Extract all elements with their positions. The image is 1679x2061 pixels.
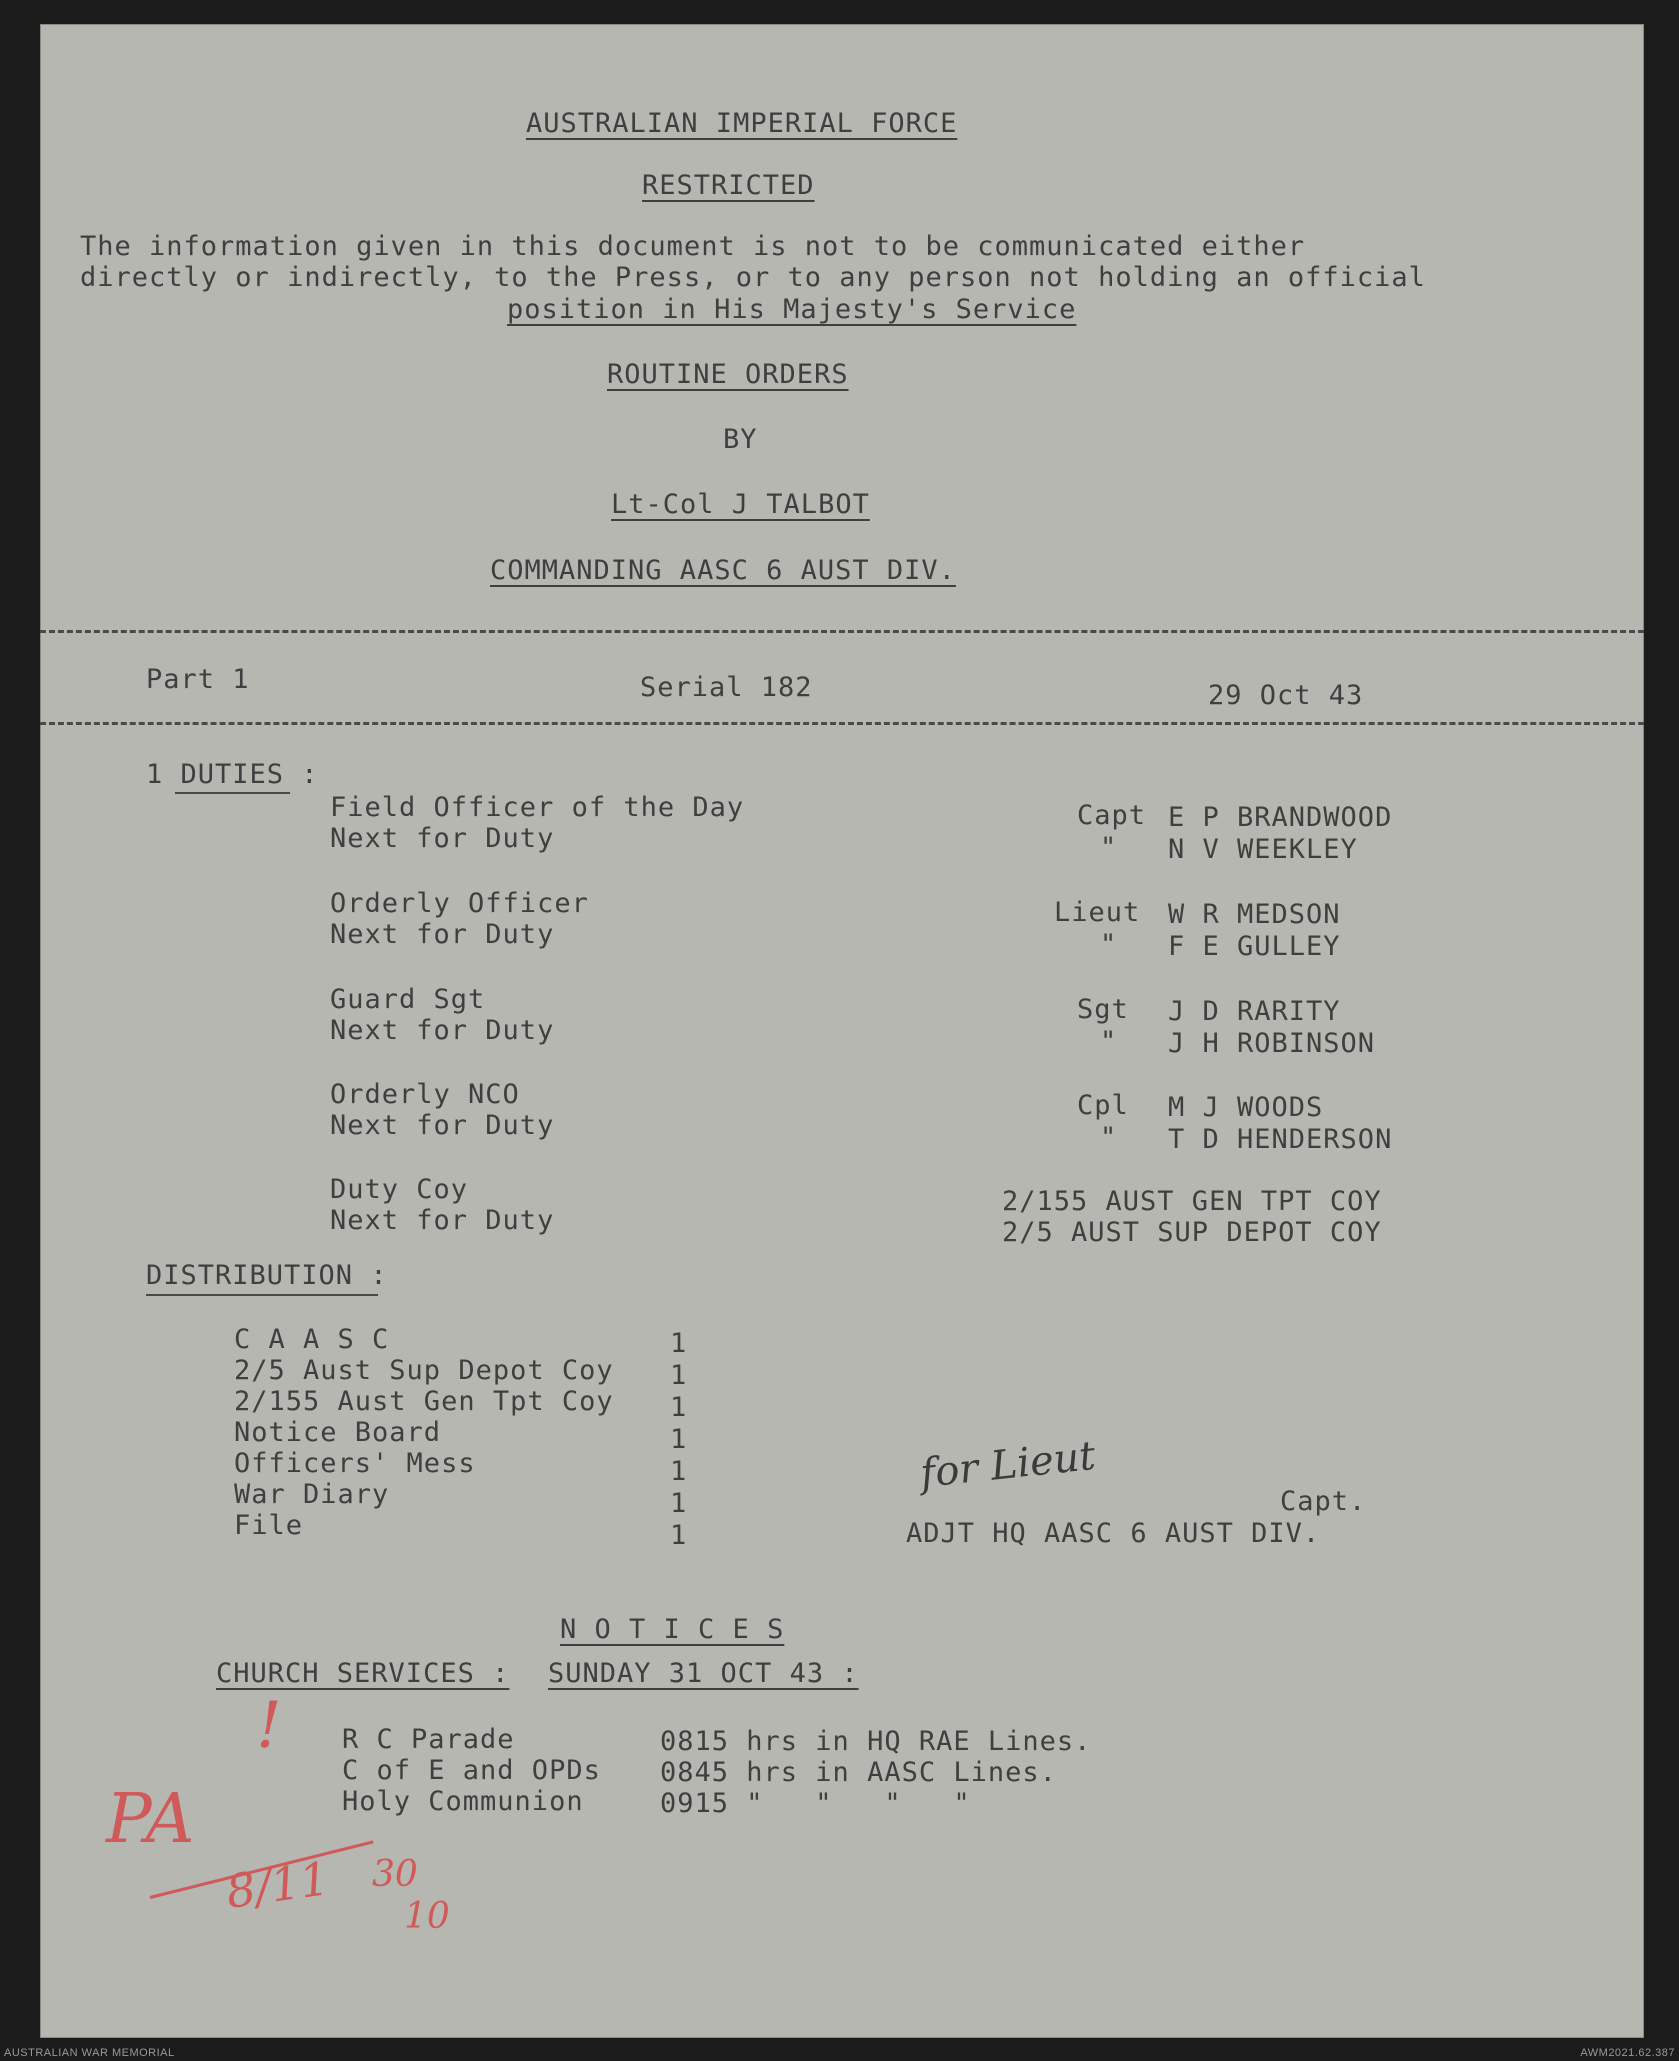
duty-name: T D HENDERSON — [1168, 1124, 1393, 1155]
service-time: 0815 hrs in HQ RAE Lines. — [660, 1726, 1092, 1757]
duty-rank: Cpl — [1077, 1090, 1129, 1121]
duty-rank: " — [1100, 929, 1118, 960]
distribution-count: 1 — [670, 1520, 688, 1551]
command-line: COMMANDING AASC 6 AUST DIV. — [490, 555, 956, 586]
part-label: Part 1 — [146, 664, 250, 695]
duty-rank: Lieut — [1054, 897, 1141, 928]
distribution-count: 1 — [670, 1456, 688, 1487]
distribution-item: File — [234, 1510, 304, 1541]
service-time: 0915 " " " " — [660, 1788, 971, 1819]
footer-right: AWM2021.62.387 — [1580, 2047, 1675, 2059]
service-name: C of E and OPDs — [342, 1755, 601, 1786]
document-page — [40, 24, 1644, 2038]
distribution-item: War Diary — [234, 1479, 390, 1510]
duty-role: Next for Duty — [330, 1205, 555, 1236]
distribution-item: 2/5 Aust Sup Depot Coy — [234, 1355, 614, 1386]
notice-line-1: The information given in this document is not to be communicated either — [80, 231, 1306, 262]
church-services-label: CHURCH SERVICES : — [216, 1658, 510, 1689]
duty-role: Field Officer of the Day — [330, 792, 745, 823]
distribution-count: 1 — [670, 1328, 688, 1359]
notice-line-2: directly or indirectly, to the Press, or to any person not holding an official — [80, 262, 1426, 293]
duty-unit: 2/155 AUST GEN TPT COY — [1002, 1186, 1382, 1217]
footer-left: AUSTRALIAN WAR MEMORIAL — [4, 2047, 175, 2059]
red-pencil-exclaim: ! — [256, 1689, 282, 1763]
date-label: 29 Oct 43 — [1208, 680, 1364, 711]
duty-name: N V WEEKLEY — [1168, 834, 1358, 865]
distribution-count: 1 — [670, 1424, 688, 1455]
distribution-item: C A A S C — [234, 1324, 390, 1355]
duty-name: W R MEDSON — [1168, 899, 1341, 930]
serial-label: Serial 182 — [640, 672, 813, 703]
duty-role: Next for Duty — [330, 1110, 555, 1141]
service-name: R C Parade — [342, 1724, 515, 1755]
document-title: ROUTINE ORDERS — [607, 359, 849, 390]
duty-rank: " — [1100, 1026, 1118, 1057]
duty-name: M J WOODS — [1168, 1092, 1324, 1123]
distribution-count: 1 — [670, 1360, 688, 1391]
duty-rank: Capt — [1077, 800, 1147, 831]
duty-role: Orderly Officer — [330, 888, 589, 919]
distribution-count: 1 — [670, 1392, 688, 1423]
service-time: 0845 hrs in AASC Lines. — [660, 1757, 1057, 1788]
by-line: BY — [723, 424, 758, 455]
distribution-item: 2/155 Aust Gen Tpt Coy — [234, 1386, 614, 1417]
duty-role: Guard Sgt — [330, 984, 486, 1015]
duty-name: J H ROBINSON — [1168, 1028, 1376, 1059]
signature-rank: Capt. — [1280, 1486, 1367, 1517]
force-title: AUSTRALIAN IMPERIAL FORCE — [526, 108, 958, 139]
signature-handwriting: for Lieut — [918, 1432, 1098, 1498]
duty-name: J D RARITY — [1168, 996, 1341, 1027]
duty-role: Duty Coy — [330, 1174, 469, 1205]
duty-unit: 2/5 AUST SUP DEPOT COY — [1002, 1217, 1382, 1248]
duty-rank: Sgt — [1077, 994, 1129, 1025]
red-pencil-date: 30 — [372, 1854, 418, 1895]
notices-heading: N O T I C E S — [560, 1614, 785, 1645]
duty-role: Next for Duty — [330, 919, 555, 950]
distribution-item: Officers' Mess — [234, 1448, 476, 1479]
duty-name: E P BRANDWOOD — [1168, 802, 1393, 833]
red-pencil-mark: PA — [106, 1780, 195, 1859]
church-services-date: SUNDAY 31 OCT 43 : — [548, 1658, 859, 1689]
duties-heading — [146, 759, 319, 791]
duty-rank: " — [1100, 832, 1118, 863]
duty-role: Next for Duty — [330, 823, 555, 854]
duty-role: Next for Duty — [330, 1015, 555, 1046]
distribution-item: Notice Board — [234, 1417, 442, 1448]
bottom-rule — [40, 722, 1644, 725]
distribution-heading: DISTRIBUTION : — [146, 1260, 388, 1291]
duty-rank: " — [1100, 1122, 1118, 1153]
red-pencil-initials: 8/11 — [222, 1851, 333, 1919]
duty-name: F E GULLEY — [1168, 931, 1341, 962]
commanding-officer: Lt-Col J TALBOT — [611, 489, 870, 520]
notice-line-3: position in His Majesty's Service — [507, 294, 1077, 325]
classification: RESTRICTED — [642, 170, 815, 201]
distribution-underline — [146, 1294, 378, 1296]
red-pencil-month: 10 — [404, 1896, 450, 1937]
duties-heading-text: 1 DUTIES : — [146, 759, 319, 790]
service-name: Holy Communion — [342, 1786, 584, 1817]
distribution-count: 1 — [670, 1488, 688, 1519]
duty-role: Orderly NCO — [330, 1079, 520, 1110]
duties-underline — [175, 792, 290, 794]
top-rule — [40, 630, 1644, 633]
signature-appointment: ADJT HQ AASC 6 AUST DIV. — [906, 1518, 1321, 1549]
